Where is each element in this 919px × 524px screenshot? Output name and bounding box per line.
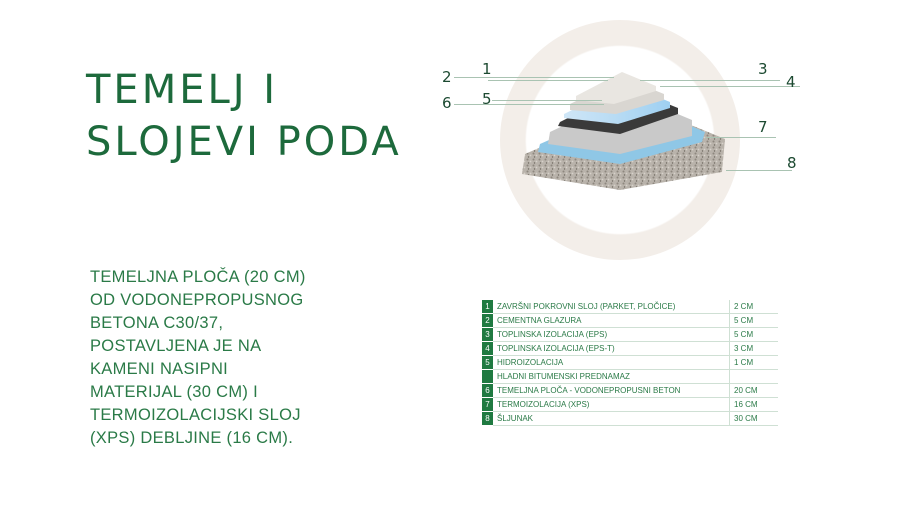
diagram-number-3: 3 — [758, 60, 768, 78]
layer-thickness: 5 CM — [730, 314, 779, 328]
layer-label: ŠLJUNAK — [493, 412, 730, 426]
diagram-number-1: 1 — [482, 60, 492, 78]
title-line-2: SLOJEVI PODA — [86, 119, 402, 165]
layers-cross-section — [430, 14, 830, 264]
table-row — [482, 328, 778, 342]
layer-label: TOPLINSKA IZOLACIJA (EPS-T) — [493, 342, 730, 356]
description-line: MATERIJAL (30 CM) I — [90, 383, 258, 401]
layer-thickness: 30 CM — [730, 412, 779, 426]
leader-line-4 — [660, 86, 800, 87]
layer-thickness: 2 CM — [730, 300, 779, 314]
layer-number: 6 — [482, 384, 493, 398]
layer-thickness: 3 CM — [730, 342, 779, 356]
layer-thickness — [730, 370, 779, 384]
description-line: KAMENI NASIPNI — [90, 360, 229, 378]
layer-number: 8 — [482, 412, 493, 426]
layer-number: 7 — [482, 398, 493, 412]
description-line: TERMOIZOLACIJSKI SLOJ — [90, 406, 301, 424]
layer-label: TOPLINSKA IZOLACIJA (EPS) — [493, 328, 730, 342]
table-row — [482, 398, 778, 412]
description-line: TEMELJNA PLOČA (20 CM) — [90, 268, 306, 286]
table-row — [482, 356, 778, 370]
diagram-number-6: 6 — [442, 94, 452, 112]
layer-thickness: 1 CM — [730, 356, 779, 370]
layer-number: 1 — [482, 300, 493, 314]
layer-thickness: 20 CM — [730, 384, 779, 398]
layer-number: 2 — [482, 314, 493, 328]
layer-thickness: 16 CM — [730, 398, 779, 412]
diagram-number-2: 2 — [442, 68, 452, 86]
title-line-1: TEMELJ I — [86, 67, 279, 113]
table-row — [482, 384, 778, 398]
diagram-number-8: 8 — [787, 154, 797, 172]
layer-label: HLADNI BITUMENSKI PREDNAMAZ — [493, 370, 730, 384]
layer-label: TEMELJNA PLOČA - VODONEPROPUSNI BETON — [493, 384, 730, 398]
layer-label: CEMENTNA GLAZURA — [493, 314, 730, 328]
layer-number: 3 — [482, 328, 493, 342]
diagram-number-4: 4 — [786, 73, 796, 91]
layer-number — [482, 370, 493, 384]
leader-line-6 — [454, 104, 604, 105]
layer-label: HIDROIZOLACIJA — [493, 356, 730, 370]
layer-number: 5 — [482, 356, 493, 370]
leader-line-1 — [488, 80, 608, 81]
leader-line-2 — [454, 77, 614, 78]
leader-line-7 — [706, 137, 776, 138]
diagram-number-7: 7 — [758, 118, 768, 136]
leader-line-8 — [726, 170, 792, 171]
leader-line-5 — [492, 100, 602, 101]
layer-label: ZAVRŠNI POKROVNI SLOJ (PARKET, PLOČICE) — [493, 300, 730, 314]
description-line: POSTAVLJENA JE NA — [90, 337, 262, 355]
table-row — [482, 412, 778, 426]
layer-label: TERMOIZOLACIJA (XPS) — [493, 398, 730, 412]
diagram-number-5: 5 — [482, 90, 492, 108]
description-line: OD VODONEPROPUSNOG — [90, 291, 304, 309]
leader-line-3 — [640, 80, 780, 81]
table-row — [482, 342, 778, 356]
description — [90, 266, 350, 450]
layers-table — [482, 300, 778, 426]
page-title — [86, 64, 402, 168]
layer-number: 4 — [482, 342, 493, 356]
table-row — [482, 370, 778, 384]
description-line: (XPS) DEBLJINE (16 CM). — [90, 429, 294, 447]
table-row — [482, 314, 778, 328]
floor-layers-illustration — [430, 14, 830, 264]
description-line: BETONA C30/37, — [90, 314, 224, 332]
table-row — [482, 300, 778, 314]
layer-thickness: 5 CM — [730, 328, 779, 342]
